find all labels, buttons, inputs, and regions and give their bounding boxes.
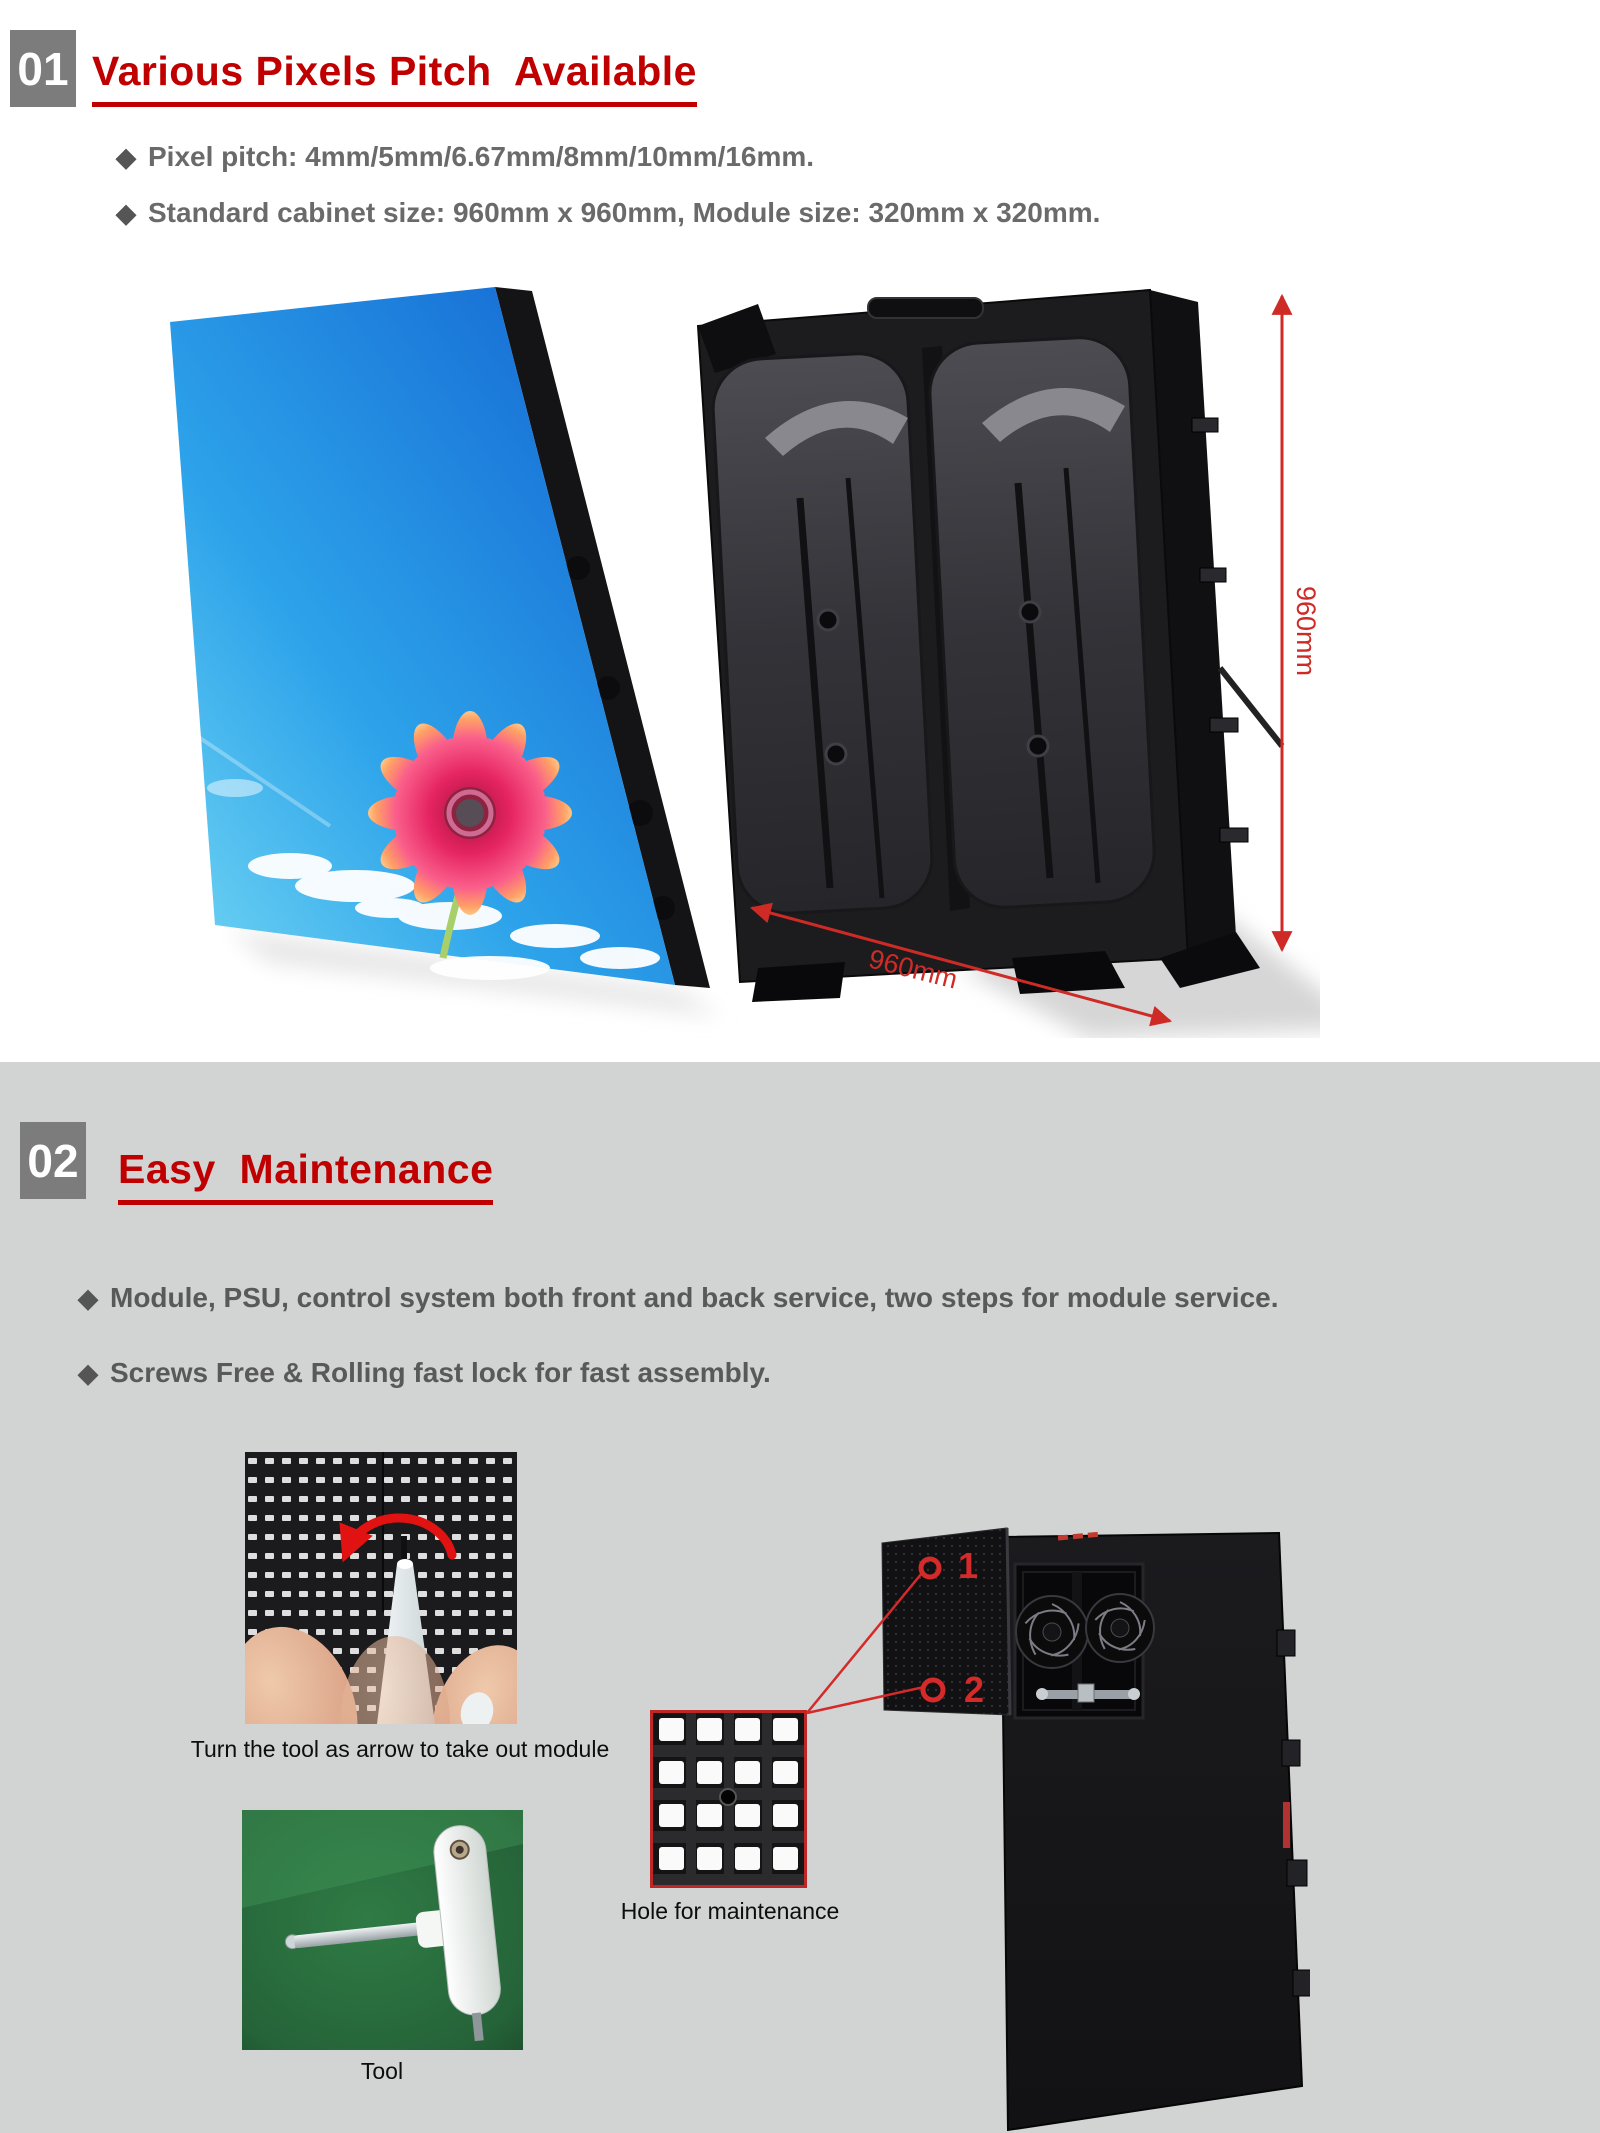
bullet-service (78, 1281, 1279, 1315)
diamond-bullet-icon: ◆ (78, 1283, 98, 1313)
section-pixel-pitch (0, 0, 1600, 1062)
bullet-cabinet-size-text: Standard cabinet size: 960mm x 960mm, Module size: 320mm x 320mm. (148, 197, 1101, 228)
led-front-panel-illustration (170, 287, 710, 988)
tool-photo (242, 1810, 523, 2050)
bullet-pixel-pitch-text: Pixel pitch: 4mm/5mm/6.67mm/8mm/10mm/16mm. (148, 141, 815, 172)
cooling-fan-icon (1086, 1594, 1154, 1662)
section1-bullet-list (116, 140, 1100, 252)
maintenance-cabinet-figure (790, 1480, 1310, 2133)
hole-caption: Hole for maintenance (620, 1898, 840, 1924)
turn-tool-photo (245, 1452, 517, 1724)
section2-number-badge: 02 (20, 1122, 86, 1199)
bullet-pixel-pitch (116, 140, 1100, 174)
bullet-screws-free (78, 1356, 1279, 1390)
section2-title: Easy Maintenance (118, 1146, 493, 1205)
maintenance-cabinet-illustration (790, 1480, 1310, 2133)
section-easy-maintenance (0, 1062, 1600, 2133)
bullet-screws-free-text: Screws Free & Rolling fast lock for fast assembly. (110, 1357, 771, 1388)
tool-caption: Tool (360, 2058, 404, 2084)
cooling-fan-icon (1016, 1596, 1088, 1668)
diamond-bullet-icon: ◆ (78, 1358, 98, 1388)
diamond-bullet-icon: ◆ (116, 142, 136, 172)
section1-title: Various Pixels Pitch Available (92, 48, 697, 107)
dimension-label-width: 960mm (865, 943, 961, 995)
led-cabinet-figure (140, 268, 1320, 1038)
turn-tool-illustration (245, 1452, 517, 1724)
section2-bullet-list (78, 1281, 1279, 1431)
marker-1-label: 1 (958, 1545, 979, 1586)
hole-inset-illustration (653, 1713, 804, 1885)
tool-illustration (242, 1810, 523, 2050)
hole-inset-photo (650, 1710, 807, 1888)
bullet-cabinet-size (116, 196, 1100, 230)
maintenance-hole (720, 1789, 736, 1805)
diamond-bullet-icon: ◆ (116, 198, 136, 228)
cabinet-back-illustration (698, 290, 1282, 1002)
led-cabinet-illustration (140, 268, 1320, 1038)
marker-2-label: 2 (964, 1669, 985, 1710)
bullet-service-text: Module, PSU, control system both front and back service, two steps for module service. (110, 1282, 1279, 1313)
section1-number-badge: 01 (10, 30, 76, 107)
dimension-label-height: 960mm (1291, 586, 1321, 677)
turn-tool-caption: Turn the tool as arrow to take out module (190, 1736, 610, 1762)
